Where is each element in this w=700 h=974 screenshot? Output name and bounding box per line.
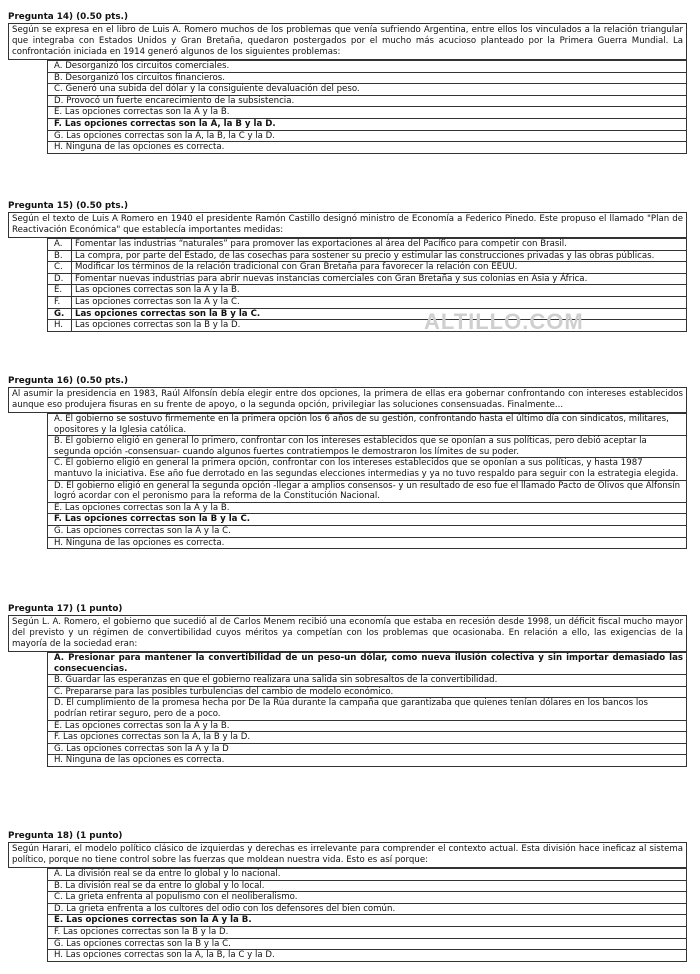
question-text: Al asumir la presidencia en 1983, Raúl Alfonsín debía elegir entre dos opciones, la primera de ellas era gobernar confrontando con intereses establecidos aunque eso produjera fisuras en su frente de apoyo, o la segunda opción, privilegiar las soluciones consensuadas. Finalmente...: [12, 389, 683, 410]
option-row: [48, 720, 687, 732]
option-row: [48, 480, 687, 502]
question-title: Pregunta 18) (1 punto): [8, 831, 123, 841]
option-a: A. Presionar para mantener la convertibilidad de un peso-un dólar, como nueva ilusión colectiva y sin importar demasiado las consecuencias.: [48, 653, 687, 675]
question-title: Pregunta 16) (0.50 pts.): [8, 376, 128, 386]
option-h: Las opciones correctas son la B y la D.: [72, 320, 687, 332]
question-text-box: [8, 615, 687, 652]
question-title: Pregunta 15) (0.50 pts.): [8, 201, 128, 211]
question-title: Pregunta 14) (0.50 pts.): [8, 12, 128, 22]
option-b: B. Guardar las esperanzas en que el gobierno realizara una salida sin sobresaltos de la convertibilidad.: [48, 675, 687, 687]
option-a: A. La división real se da entre lo global y lo nacional.: [48, 869, 687, 881]
option-row: [48, 142, 687, 154]
option-e: E. Las opciones correctas son la A y la B.: [48, 720, 687, 732]
option-d: D. Provocó un fuerte encarecimiento de la subsistencia.: [48, 95, 687, 107]
option-c: C. El gobierno eligió en general la primera opción, confrontar con los intereses establecidos que se oponían a sus políticas, y hasta 1987 mantuvo la iniciativa. Ese año fue derrotado en las segundas elecciones intermedias y ya no tuvo respaldo para seguir con la estrategia elegida.: [48, 458, 687, 480]
option-b: La compra, por parte del Estado, de las cosechas para sostener su precio y estimular las construcciones privadas y las obras públicas.: [72, 250, 687, 262]
option-row: [48, 903, 687, 915]
question-text: Según L. A. Romero, el gobierno que sucedió al de Carlos Menem recibió una economía que estaba en recesión desde 1998, un déficit fiscal mucho mayor del previsto y un régimen de convertibilidad cuyos méritos ya competían con los problemas que ocasionaba. En relación a ello, las exigencias de la mayoría de la sociedad eran:: [12, 617, 683, 649]
option-e: E. Las opciones correctas son la A y la B.: [48, 502, 687, 514]
option-row: [48, 502, 687, 514]
option-a: Fomentar las industrias “naturales” para promover las exportaciones al área del Pacífico para competir con Brasil.: [72, 239, 687, 251]
option-f: F. Las opciones correctas son la B y la C.: [48, 514, 687, 526]
option-row: [48, 250, 687, 262]
option-g: Las opciones correctas son la B y la C.: [72, 308, 687, 320]
question-title: Pregunta 17) (1 punto): [8, 604, 123, 614]
option-row-highlighted: [48, 308, 687, 320]
watermark-text: ALTILLO.COM: [424, 309, 584, 334]
option-row: [48, 458, 687, 480]
option-c: Modificar los términos de la relación tradicional con Gran Bretaña para favorecer la relación con EEUU.: [72, 262, 687, 274]
option-c: C. Generó una subida del dólar y la consiguiente devaluación del peso.: [48, 84, 687, 96]
option-row: [48, 84, 687, 96]
option-row: [48, 880, 687, 892]
option-row: [48, 95, 687, 107]
question-text-box: [8, 212, 687, 238]
option-letter: H.: [48, 320, 72, 332]
option-e: E. Las opciones correctas son la A y la B.: [48, 915, 687, 927]
option-d: D. La grieta enfrenta a los cultores del odio con los defensores del bien común.: [48, 903, 687, 915]
option-d: Fomentar nuevas industrias para abrir nuevas instancias comerciales con Gran Bretaña y sus colonias en Asia y África.: [72, 273, 687, 285]
option-row: [48, 239, 687, 251]
question-text-box: [8, 387, 687, 413]
option-row: [48, 525, 687, 537]
option-letter: B.: [48, 250, 72, 262]
question-text-box: [8, 842, 687, 868]
option-g: G. Las opciones correctas son la A y la C.: [48, 525, 687, 537]
option-letter: G.: [48, 308, 72, 320]
option-h: H. Ninguna de las opciones es correcta.: [48, 142, 687, 154]
option-row: [48, 130, 687, 142]
option-row: [48, 950, 687, 962]
option-row: [48, 285, 687, 297]
option-row: [48, 938, 687, 950]
option-g: G. Las opciones correctas son la A, la B, la C y la D.: [48, 130, 687, 142]
question-14: [8, 12, 687, 154]
question-18: [8, 831, 687, 962]
option-h: H. Las opciones correctas son la A, la B, la C y la D.: [48, 950, 687, 962]
option-row: [48, 107, 687, 119]
option-e: Las opciones correctas son la A y la B.: [72, 285, 687, 297]
question-text: Según se expresa en el libro de Luis A. Romero muchos de los problemas que venía sufriendo Argentina, entre ellos los vinculados a la relación triangular que integraba con Estados Unidos y Gran Bretaña, quedaron postergados por el mucho más acucioso planteado por la Primera Guerra Mundial. La confrontación iniciada en 1914 generó algunos de los siguientes problemas:: [12, 25, 683, 57]
option-row-highlighted: [48, 118, 687, 130]
option-g: G. Las opciones correctas son la B y la C.: [48, 938, 687, 950]
option-row: [48, 72, 687, 84]
option-d: D. El gobierno eligió en general la segunda opción -llegar a amplios consensos- y un resultado de eso fue el llamado Pacto de Olivos que Alfonsín logró acordar con el peronismo para la reforma de la Constitución Nacional.: [48, 480, 687, 502]
option-row: [48, 436, 687, 458]
question-text: Según el texto de Luis A Romero en 1940 el presidente Ramón Castillo designó ministro de Economía a Federico Pinedo. Este propuso el llamado "Plan de Reactivación Económica" que establecía importantes medidas:: [12, 214, 683, 235]
option-row: [48, 869, 687, 881]
question-17: [8, 604, 687, 767]
option-c: C. La grieta enfrenta al populismo con el neoliberalismo.: [48, 892, 687, 904]
option-letter: C.: [48, 262, 72, 274]
option-letter: E.: [48, 285, 72, 297]
option-h: H. Ninguna de las opciones es correcta.: [48, 755, 687, 767]
option-row: [48, 743, 687, 755]
option-c: C. Prepararse para las posibles turbulencias del cambio de modelo económico.: [48, 686, 687, 698]
option-row: [48, 755, 687, 767]
option-a: A. Desorganizó los circuitos comerciales.: [48, 61, 687, 73]
option-g: G. Las opciones correctas son la A y la D: [48, 743, 687, 755]
option-row-highlighted: [48, 653, 687, 675]
option-letter: F.: [48, 296, 72, 308]
question-16: [8, 376, 687, 549]
option-a: A. El gobierno se sostuvo firmemente en la primera opción los 6 años de su gestión, confrontando hasta el último día con sindicatos, militares, opositores y la Iglesia católica.: [48, 414, 687, 436]
question-text-box: [8, 23, 687, 60]
options-table: [47, 413, 687, 549]
option-b: B. La división real se da entre lo global y lo local.: [48, 880, 687, 892]
option-row-highlighted: [48, 915, 687, 927]
option-f: F. Las opciones correctas son la A, la B y la D.: [48, 732, 687, 744]
option-row: [48, 414, 687, 436]
options-table: [47, 652, 687, 767]
option-f: F. Las opciones correctas son la A, la B y la D.: [48, 118, 687, 130]
option-row: [48, 273, 687, 285]
option-row: [48, 926, 687, 938]
option-h: H. Ninguna de las opciones es correcta.: [48, 537, 687, 549]
option-row: [48, 296, 687, 308]
option-row: [48, 262, 687, 274]
option-row: [48, 537, 687, 549]
question-15: [8, 201, 687, 332]
option-row: [48, 698, 687, 720]
option-row: [48, 61, 687, 73]
options-table: [47, 60, 687, 154]
option-row: [48, 675, 687, 687]
option-row: [48, 732, 687, 744]
option-row: [48, 320, 687, 332]
option-b: B. El gobierno eligió en general lo primero, confrontar con los intereses establecidos que se oponían a sus políticas, pero debió aceptar la segunda opción -consensuar- cuando algunos fuertes contratiempos le demostraron los límites de su poder.: [48, 436, 687, 458]
option-letter: D.: [48, 273, 72, 285]
option-row-highlighted: [48, 514, 687, 526]
options-table: [47, 868, 687, 962]
option-e: E. Las opciones correctas son la A y la B.: [48, 107, 687, 119]
option-d: D. El cumplimiento de la promesa hecha por De la Rúa durante la campaña que garantizaba que quienes tenían dólares en los bancos los podrían retirar seguro, pero de a poco.: [48, 698, 687, 720]
option-f: F. Las opciones correctas son la B y la D.: [48, 926, 687, 938]
option-letter: A.: [48, 239, 72, 251]
question-text: Según Harari, el modelo político clásico de izquierdas y derechas es irrelevante para comprender el contexto actual. Esta división hace ineficaz al sistema político, porque no tiene control sobre las fuerzas que moldean nuestra vida. Esto es así porque:: [12, 844, 683, 865]
option-f: Las opciones correctas son la A y la C.: [72, 296, 687, 308]
options-table: [47, 238, 687, 332]
option-row: [48, 686, 687, 698]
option-row: [48, 892, 687, 904]
option-b: B. Desorganizó los circuitos financieros.: [48, 72, 687, 84]
